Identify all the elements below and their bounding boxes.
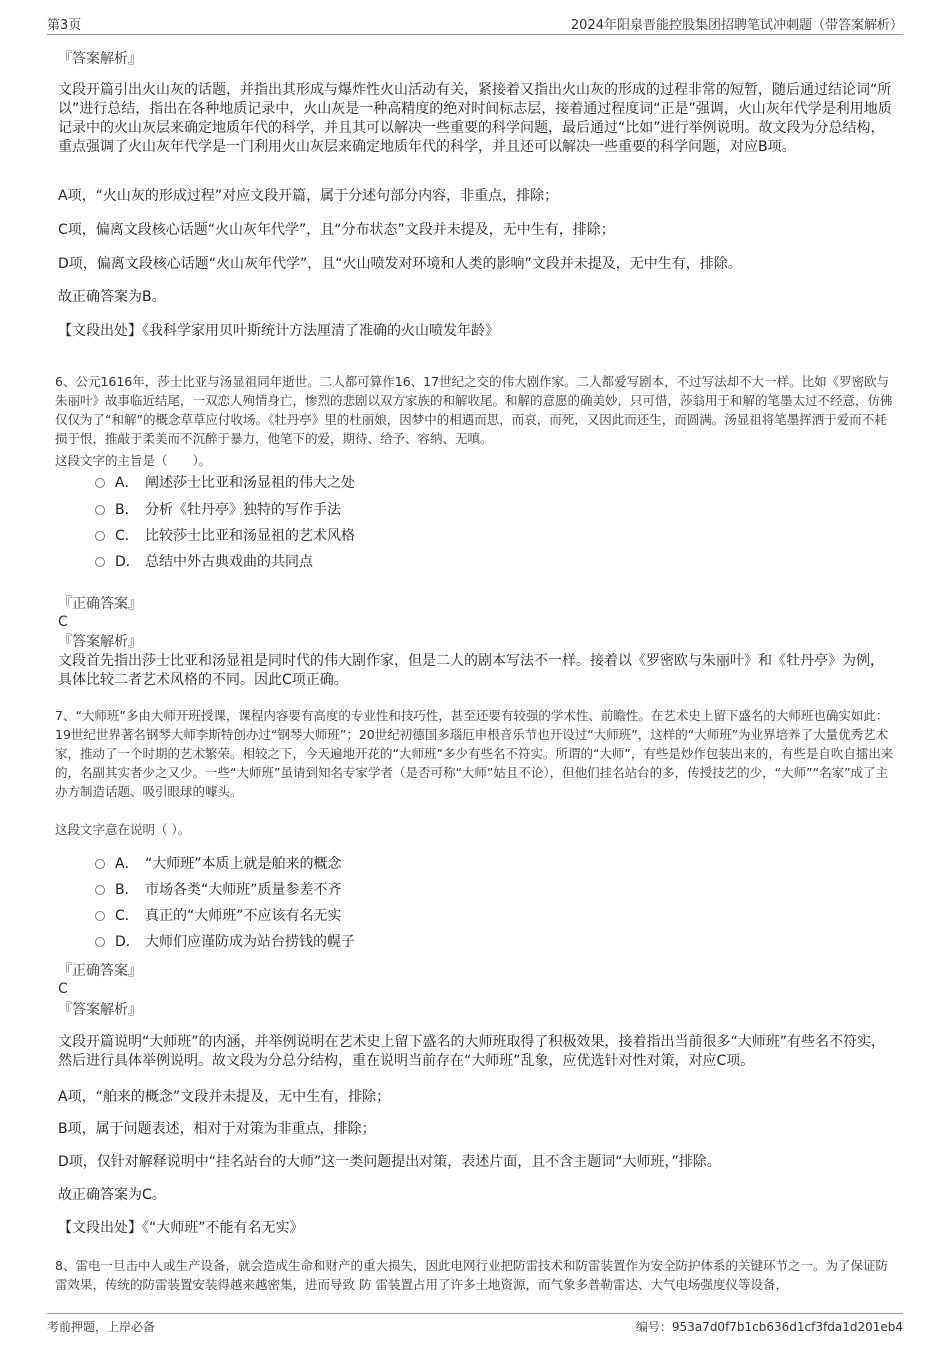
radio-icon[interactable] [95,531,105,541]
q6-option-a[interactable] [95,474,355,493]
option-key: D． [115,934,140,950]
q5-conclusion: 故正确答案为B。 [58,289,166,305]
option-key: A． [115,856,139,872]
q7-option-c[interactable] [95,907,342,926]
radio-icon[interactable] [95,911,105,921]
q7-answer-label: 『正确答案』 [58,963,142,979]
q6-question: 这段文字的主旨是（ ）。 [55,453,212,468]
q6-analysis: 文段首先指出莎士比亚和汤显祖是同时代的伟大剧作家，但是二人的剧本写法不一样。接着以《罗密欧与朱丽叶》和《牡丹亭》为例，具体比较二者艺术风格的不同。因此C项正确。 [58,653,884,688]
radio-icon[interactable] [95,859,105,869]
q5-analysis-label: 『答案解析』 [58,51,142,67]
option-key: D． [115,554,140,570]
document-id: 编号：953a7d0f7b1cb636d1cf3fda1d201eb4 [635,1320,903,1334]
option-text: 市场各类“大师班”质量参差不齐 [145,882,342,898]
option-key: C． [115,908,139,924]
option-key: A． [115,475,139,491]
page-header [47,14,903,35]
option-text: 比较莎士比亚和汤显祖的艺术风格 [145,528,355,544]
q7-option-a[interactable] [95,855,342,874]
option-text: 真正的“大师班”不应该有名无实 [145,908,342,924]
radio-icon[interactable] [95,557,105,567]
option-key: C． [115,528,139,544]
q7-option-d-analysis: D项，仅针对解释说明中“挂名站台的大师”这一类问题提出对策，表述片面，且不含主题词“大师班，”排除。 [58,1154,721,1170]
q6-option-d[interactable] [95,553,313,572]
q6-stem: 6、公元1616年，莎士比亚与汤显祖同年逝世。二人都可算作16、17世纪之交的伟大剧作家。二人都爱写剧本，不过写法却不大一样。比如《罗密欧与朱丽叶》故事临近结尾，一双恋人殉情身亡，惨烈的悲剧以双方家族的和解收尾。和解的意愿的确美妙，只可惜，莎翁用于和解的笔墨太过不经意，仿佛仅仅为了“和解”的概念草草应付收场。《牡丹亭》里的杜丽娘，因梦中的相遇而思，而哀，而死，又因此而还生，而圆满。汤显祖将笔墨挥洒于爱而不耗损于恨，推敲于柔美而不沉醉于暴力，他笔下的爱，期待、给予、容纳、无嗔。 [55,374,893,446]
q7-option-b-analysis: B项，属于问题表述，相对于对策为非重点，排除； [58,1121,376,1137]
radio-icon[interactable] [95,505,105,515]
q6-analysis-label: 『答案解析』 [58,634,142,650]
page-footer [47,1313,903,1337]
option-text: 大师们应谨防成为站台捞钱的幌子 [145,934,355,950]
radio-icon[interactable] [95,885,105,895]
q7-option-b[interactable] [95,881,342,900]
option-text: 分析《牡丹亭》独特的写作手法 [145,502,341,518]
q8-stem: 8、雷电一旦击中人或生产设备，就会造成生命和财产的重大损失，因此电网行业把防雷技术和防雷装置作为安全防护体系的关键环节之一。为了保证防雷效果，传统的防雷装置安装得越来越密集，进而导致 防 雷装置占用了许多土地资源，而气象多普勒雷达、大气电场强度仪等设备， [55,1258,888,1292]
q7-source: 【文段出处】《“大师班”不能有名无实》 [58,1220,304,1236]
q5-source: 【文段出处】《我科学家用贝叶斯统计方法厘清了准确的火山喷发年龄》 [58,323,499,339]
radio-icon[interactable] [95,478,105,488]
option-text: 总结中外古典戏曲的共同点 [145,554,313,570]
q5-option-a-analysis: A项，“火山灰的形成过程”对应文段开篇，属于分述句部分内容，非重点，排除； [58,188,559,204]
radio-icon[interactable] [95,937,105,947]
q6-answer-label: 『正确答案』 [58,596,142,612]
q7-option-a-analysis: A项，“舶来的概念”文段并未提及，无中生有，排除； [58,1089,391,1105]
option-text: 阐述莎士比亚和汤显祖的伟大之处 [145,475,355,491]
q7-stem: 7、“大师班”多由大师开班授课，课程内容要有高度的专业性和技巧性，甚至还要有较强的学术性、前瞻性。在艺术史上留下盛名的大师班也确实如此：19世纪世界著名钢琴大师李斯特创办过“钢琴大师班”；20世纪初德国多瑙厄申根音乐节也开设过“大师班”，这样的“大师班”为业界培养了大量优秀艺术家，推动了一个时期的艺术繁荣。相较之下，今天遍地开花的“大师班”多少有些名不符实。所谓的“大师”，有些是炒作包装出来的，有些是自吹自擂出来的，名副其实者少之又少。一些“大师班”虽请到知名专家学者（是否可称“大师”姑且不论），但他们挂名站台的多，传授技艺的少，“大师”“名家”成了主办方制造话题、吸引眼球的噱头。 [55,708,894,799]
q7-option-d[interactable] [95,933,355,952]
document-title: 2024年阳泉晋能控股集团招聘笔试冲刺题（带答案解析） [570,18,903,33]
q5-analysis: 文段开篇引出火山灰的话题，并指出其形成与爆炸性火山活动有关，紧接着又指出火山灰的形成的过程非常的短暂，随后通过结论词“所以”进行总结，指出在各种地质记录中，火山灰是一种高精度的绝对时间标志层，接着通过程度词“正是”强调，火山灰年代学是利用地质记录中的火山灰层来确定地质年代的科学，并且其可以解决一些重要的科学问题，最后通过“比如”进行举例说明。故文段为分总结构，重点强调了火山灰年代学是一门利用火山灰层来确定地质年代的科学，并且还可以解决一些重要的科学问题，对应B项。 [58,82,892,155]
q7-analysis: 文段开篇说明“大师班”的内涵，并举例说明在艺术史上留下盛名的大师班取得了积极效果，接着指出当前很多“大师班”有些名不符实，然后进行具体举例说明。故文段为分总分结构，重在说明当前存在“大师班”乱象，应优选针对性对策，对应C项。 [58,1034,886,1069]
option-key: B． [115,502,139,518]
footer-slogan: 考前押题，上岸必备 [47,1320,156,1334]
option-text: “大师班”本质上就是舶来的概念 [145,856,342,872]
q6-option-c[interactable] [95,527,355,546]
option-key: B． [115,882,139,898]
q7-answer: C [58,981,68,997]
q5-option-d-analysis: D项，偏离文段核心话题“火山灰年代学”，且“火山喷发对环境和人类的影响”文段并未提及，无中生有，排除。 [58,256,742,272]
q7-conclusion: 故正确答案为C。 [58,1187,166,1203]
q6-option-b[interactable] [95,501,341,520]
q7-question: 这段文字意在说明（ ）。 [55,822,191,837]
q7-analysis-label: 『答案解析』 [58,1002,142,1018]
q5-option-c-analysis: C项，偏离文段核心话题“火山灰年代学”，且“分布状态”文段并未提及，无中生有，排除； [58,222,615,238]
page-number: 第3页 [47,18,82,33]
q6-answer: C [58,614,68,630]
